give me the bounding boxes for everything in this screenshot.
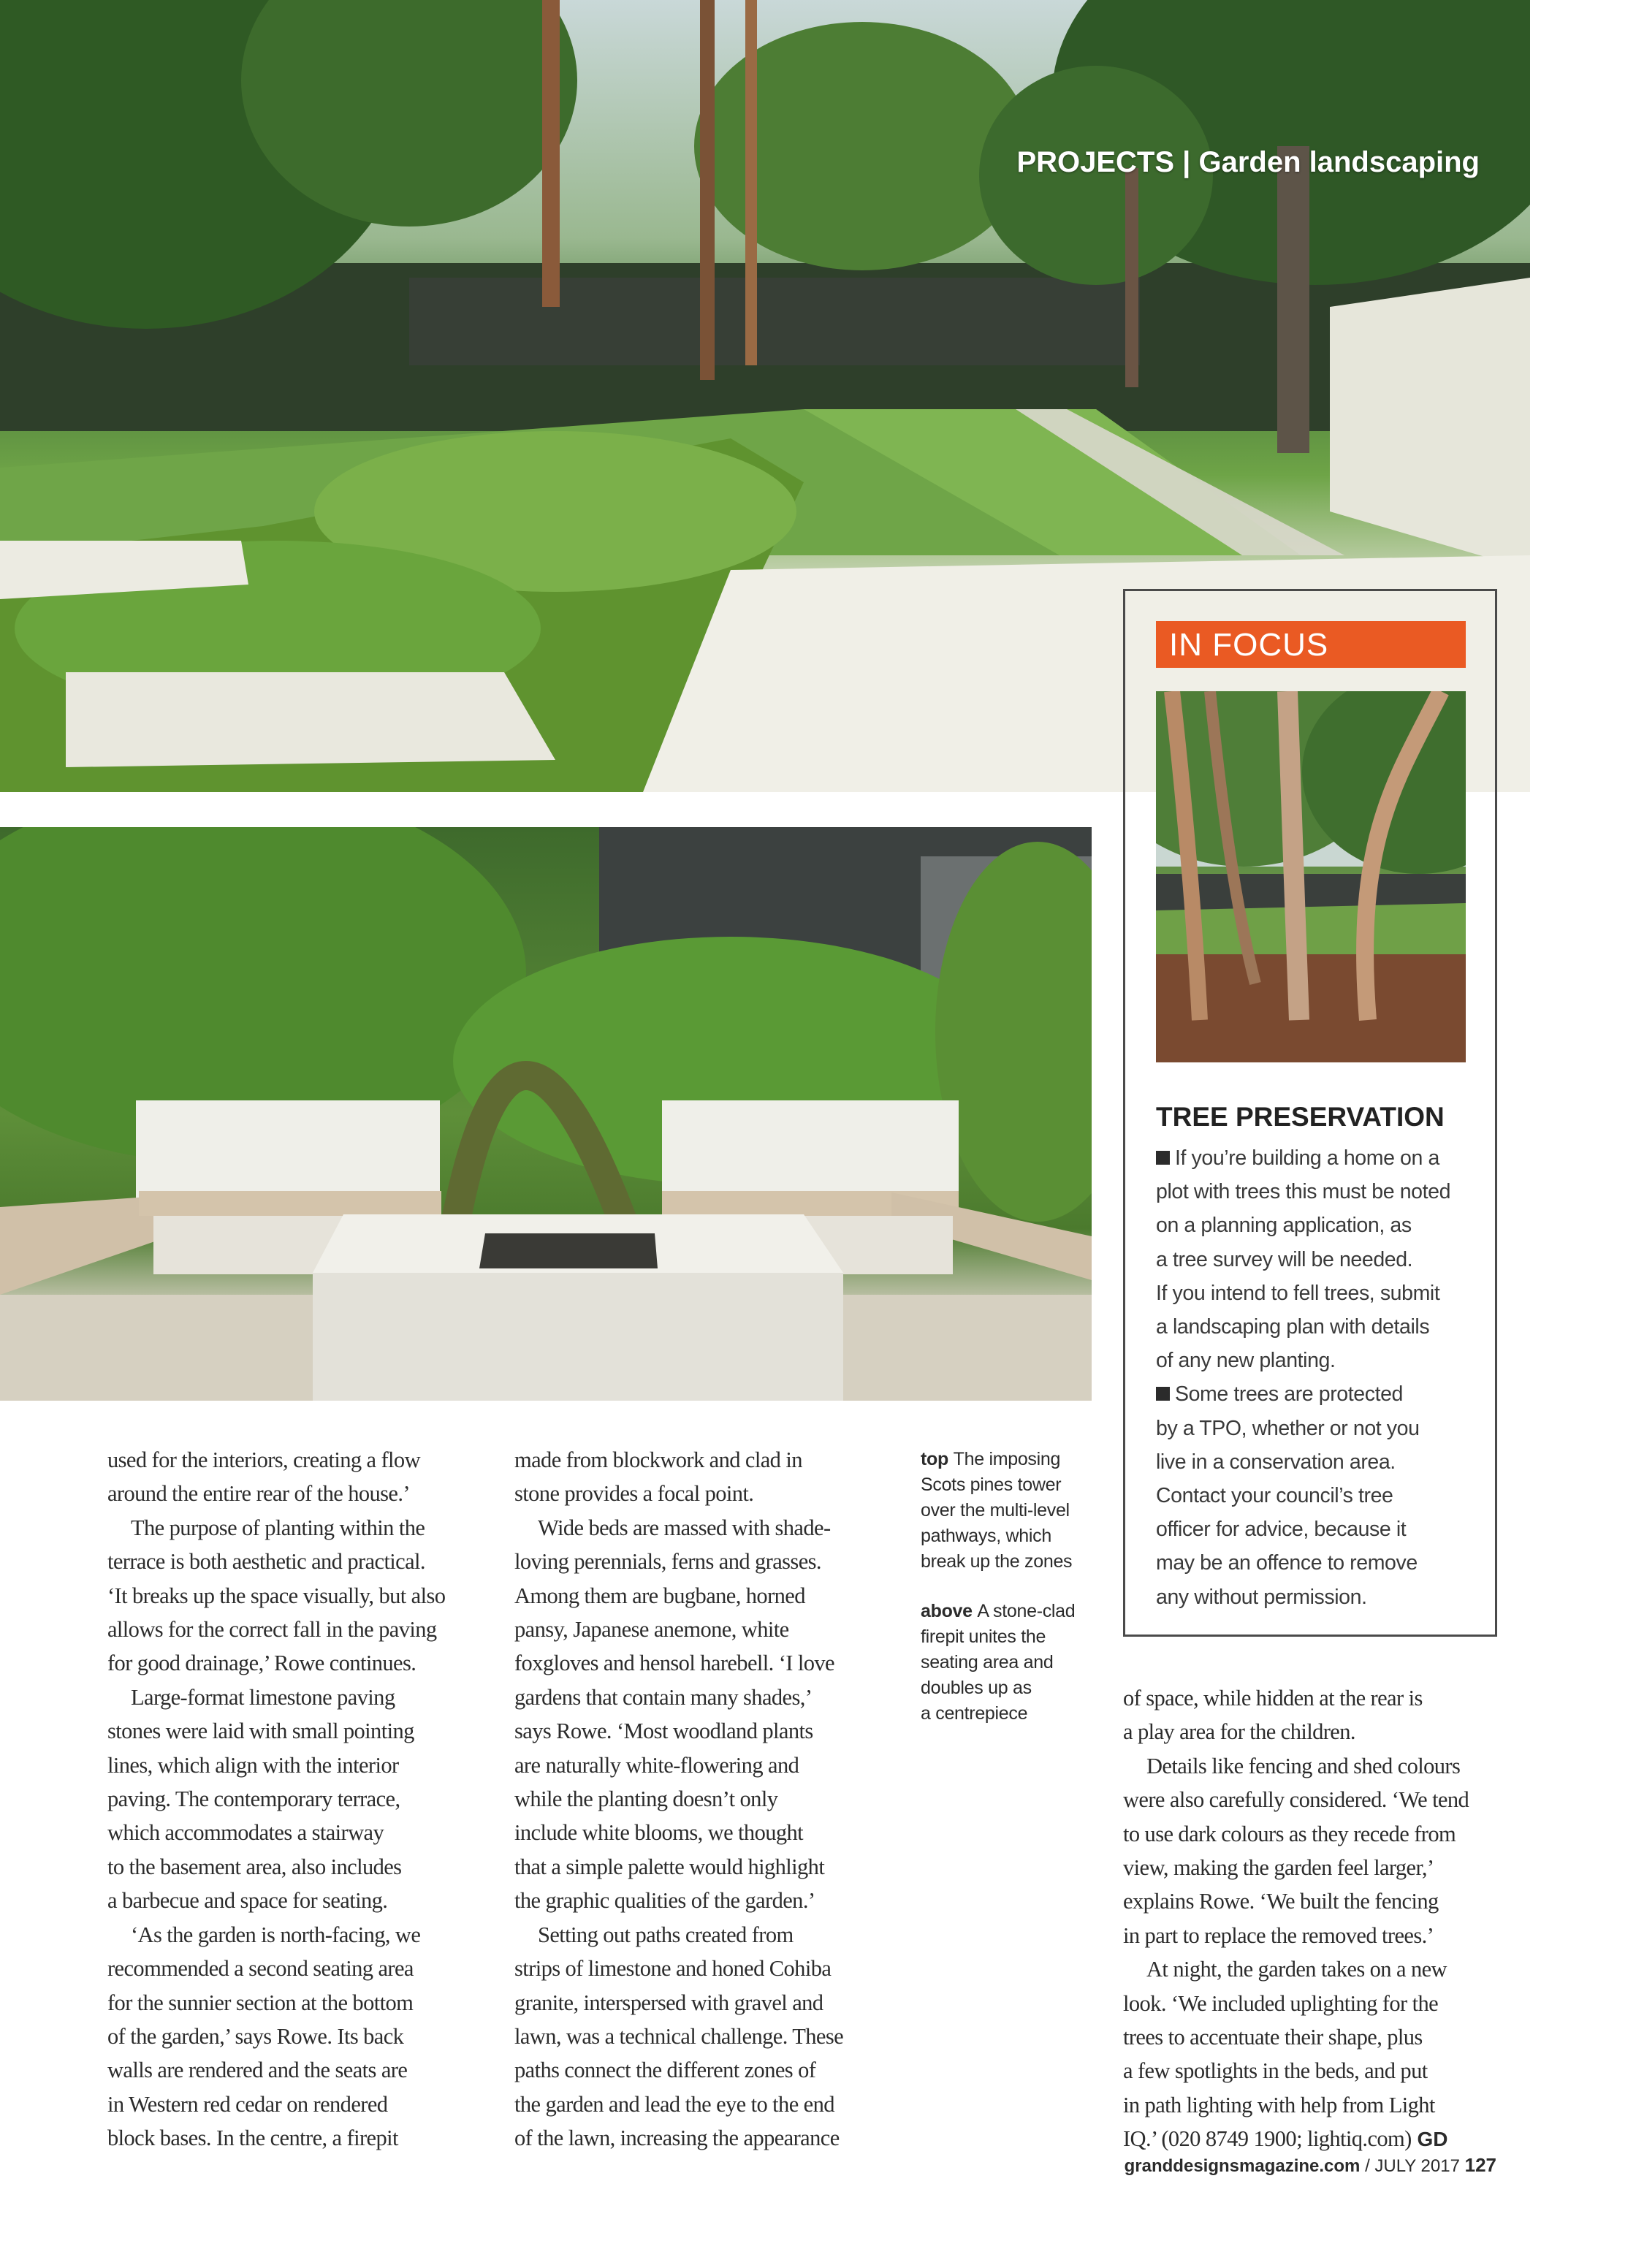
text-line: the garden and lead the eye to the end — [514, 2091, 834, 2117]
footer-issue: JULY 2017 — [1374, 2156, 1460, 2176]
focus-line — [1156, 1276, 1477, 1310]
text-line: to the basement area, also includes — [107, 1854, 402, 1879]
focus-line — [1156, 1580, 1477, 1614]
text-line: Details like fencing and shed colours — [1146, 1753, 1461, 1778]
text-line: gardens that contain many shades,’ — [514, 1684, 813, 1710]
text-line: of the garden,’ says Rowe. Its back — [107, 2023, 404, 2049]
text-line: explains Rowe. ‘We built the fencing — [1123, 1889, 1439, 1914]
caption-line: over the multi-level — [921, 1500, 1070, 1521]
body-column-3 — [1123, 1681, 1469, 2157]
caption-line: seating area and — [921, 1652, 1054, 1673]
focus-line — [1156, 1141, 1477, 1175]
focus-line — [1156, 1377, 1477, 1411]
text-line: made from blockwork and clad in — [514, 1447, 802, 1472]
text-line: around the entire rear of the house.’ — [107, 1481, 410, 1507]
text-line: paths connect the different zones of — [514, 2058, 816, 2083]
text-line: stone provides a focal point. — [514, 1481, 754, 1507]
text-line: lawn, was a technical challenge. These — [514, 2023, 844, 2049]
text-line: are naturally white-flowering and — [514, 1752, 799, 1778]
caption-above — [921, 1599, 1103, 1727]
text-line: to use dark colours as they recede from — [1123, 1821, 1456, 1846]
focus-line-text: on a planning application, as — [1156, 1214, 1412, 1238]
text-line: of the lawn, increasing the appearance — [514, 2126, 840, 2151]
text-line: walls are rendered and the seats are — [107, 2058, 408, 2083]
focus-line-text: a tree survey will be needed. — [1156, 1247, 1413, 1271]
text-line: block bases. In the centre, a firepit — [107, 2126, 398, 2151]
text-line: terrace is both aesthetic and practical. — [107, 1549, 425, 1575]
caption-line: above A stone-clad — [921, 1601, 1076, 1621]
text-line: look. ‘We included uplighting for the — [1123, 1990, 1439, 2016]
focus-line-text: officer for advice, because it — [1156, 1518, 1407, 1542]
focus-line — [1156, 1310, 1477, 1344]
caption-line: break up the zones — [921, 1551, 1073, 1572]
footer-site[interactable]: granddesignsmagazine.com — [1124, 2156, 1361, 2176]
body-column-1 — [107, 1443, 445, 2155]
text-line: while the planting doesn’t only — [514, 1786, 778, 1812]
text-line: that a simple palette would highlight — [514, 1854, 825, 1879]
text-line: used for the interiors, creating a flow — [107, 1447, 421, 1472]
square-bullet-icon — [1156, 1387, 1170, 1401]
scots-pines-illustration — [1156, 691, 1466, 1062]
focus-line-text: any without permission. — [1156, 1585, 1367, 1609]
text-line: which accommodates a stairway — [107, 1820, 384, 1846]
text-line: lines, which align with the interior — [107, 1752, 399, 1778]
text-line: strips of limestone and honed Cohiba — [514, 1956, 832, 1982]
focus-line-text: a landscaping plan with details — [1156, 1315, 1430, 1339]
footer-separator: / — [1365, 2156, 1370, 2176]
text-line: the graphic qualities of the garden.’ — [514, 1888, 815, 1914]
text-line: Setting out paths created from — [538, 1922, 794, 1947]
focus-line-text: live in a conservation area. — [1156, 1450, 1396, 1474]
firepit-seating-illustration — [0, 827, 1092, 1401]
text-line: IQ.’ (020 8749 1900; lightiq.com) GD — [1123, 2126, 1448, 2152]
text-line: of space, while hidden at the rear is — [1123, 1686, 1423, 1710]
text-line: trees to accentuate their shape, plus — [1123, 2025, 1423, 2050]
text-line: pansy, Japanese anemone, white — [514, 1617, 789, 1643]
text-line: foxgloves and hensol harebell. ‘I love — [514, 1651, 834, 1676]
text-line: stones were laid with small pointing — [107, 1719, 414, 1744]
text-line: in path lighting with help from Light — [1123, 2092, 1435, 2117]
focus-line — [1156, 1243, 1477, 1276]
text-line: says Rowe. ‘Most woodland plants — [514, 1719, 813, 1744]
focus-line-text: If you intend to fell trees, submit — [1156, 1281, 1440, 1305]
text-line: allows for the correct fall in the paving — [107, 1617, 437, 1643]
caption-line: a centrepiece — [921, 1703, 1028, 1724]
text-line: recommended a second seating area — [107, 1956, 414, 1982]
text-line: The purpose of planting within the — [131, 1515, 425, 1540]
text-line: Large-format limestone paving — [131, 1684, 395, 1710]
focus-line-text: plot with trees this must be noted — [1156, 1180, 1451, 1204]
page-footer — [1125, 2154, 1496, 2177]
section-tag: PROJECTS | Garden landscaping — [1016, 146, 1480, 178]
caption-line: top The imposing — [921, 1449, 1061, 1469]
page-number: 127 — [1464, 2154, 1496, 2176]
caption-line: pathways, which — [921, 1526, 1051, 1546]
in-focus-photo — [1156, 691, 1466, 1062]
signoff-mark: GD — [1411, 2128, 1448, 2151]
focus-line — [1156, 1445, 1477, 1479]
focus-line — [1156, 1175, 1477, 1209]
text-line: granite, interspersed with gravel and — [514, 1990, 823, 2015]
text-line: for the sunnier section at the bottom — [107, 1990, 414, 2015]
text-line: At night, the garden takes on a new — [1146, 1957, 1447, 1982]
text-line: a barbecue and space for seating. — [107, 1888, 388, 1914]
text-line: in part to replace the removed trees.’ — [1123, 1922, 1434, 1948]
text-line: include white blooms, we thought — [514, 1820, 804, 1846]
body-column-2 — [514, 1443, 843, 2155]
text-line: were also carefully considered. ‘We tend — [1123, 1787, 1469, 1813]
text-line: loving perennials, ferns and grasses. — [514, 1549, 821, 1575]
caption-line: firepit unites the — [921, 1626, 1046, 1647]
caption-label: above — [921, 1601, 978, 1621]
focus-line-text: Some trees are protected — [1175, 1382, 1403, 1407]
text-line: ‘As the garden is north-facing, we — [131, 1922, 421, 1947]
caption-line: doubles up as — [921, 1678, 1032, 1698]
focus-line-text: may be an offence to remove — [1156, 1551, 1418, 1575]
focus-line — [1156, 1546, 1477, 1580]
text-line: ‘It breaks up the space visually, but also — [107, 1583, 446, 1608]
text-line: Wide beds are massed with shade- — [538, 1515, 831, 1540]
in-focus-label: IN FOCUS — [1156, 621, 1466, 668]
tree-preservation-text — [1156, 1141, 1477, 1614]
caption-label: top — [921, 1449, 954, 1469]
firepit-photo — [0, 827, 1092, 1401]
text-line: a play area for the children. — [1123, 1719, 1355, 1745]
square-bullet-icon — [1156, 1151, 1170, 1165]
focus-line — [1156, 1344, 1477, 1377]
text-line: view, making the garden feel larger,’ — [1123, 1855, 1434, 1881]
tree-preservation-heading: TREE PRESERVATION — [1156, 1102, 1445, 1132]
focus-line — [1156, 1412, 1477, 1445]
text-line: for good drainage,’ Rowe continues. — [107, 1651, 416, 1676]
text-line: paving. The contemporary terrace, — [107, 1786, 400, 1812]
focus-line-text: by a TPO, whether or not you — [1156, 1416, 1420, 1440]
caption-top — [921, 1447, 1103, 1575]
focus-line — [1156, 1512, 1477, 1546]
focus-line-text: of any new planting. — [1156, 1349, 1336, 1373]
focus-line — [1156, 1209, 1477, 1242]
text-line: Among them are bugbane, horned — [514, 1583, 805, 1608]
focus-line — [1156, 1479, 1477, 1512]
focus-line-text: If you’re building a home on a — [1175, 1146, 1439, 1170]
text-line: a few spotlights in the beds, and put — [1123, 2058, 1428, 2084]
focus-line-text: Contact your council’s tree — [1156, 1484, 1393, 1508]
caption-line: Scots pines tower — [921, 1474, 1062, 1495]
text-line: in Western red cedar on rendered — [107, 2091, 388, 2117]
